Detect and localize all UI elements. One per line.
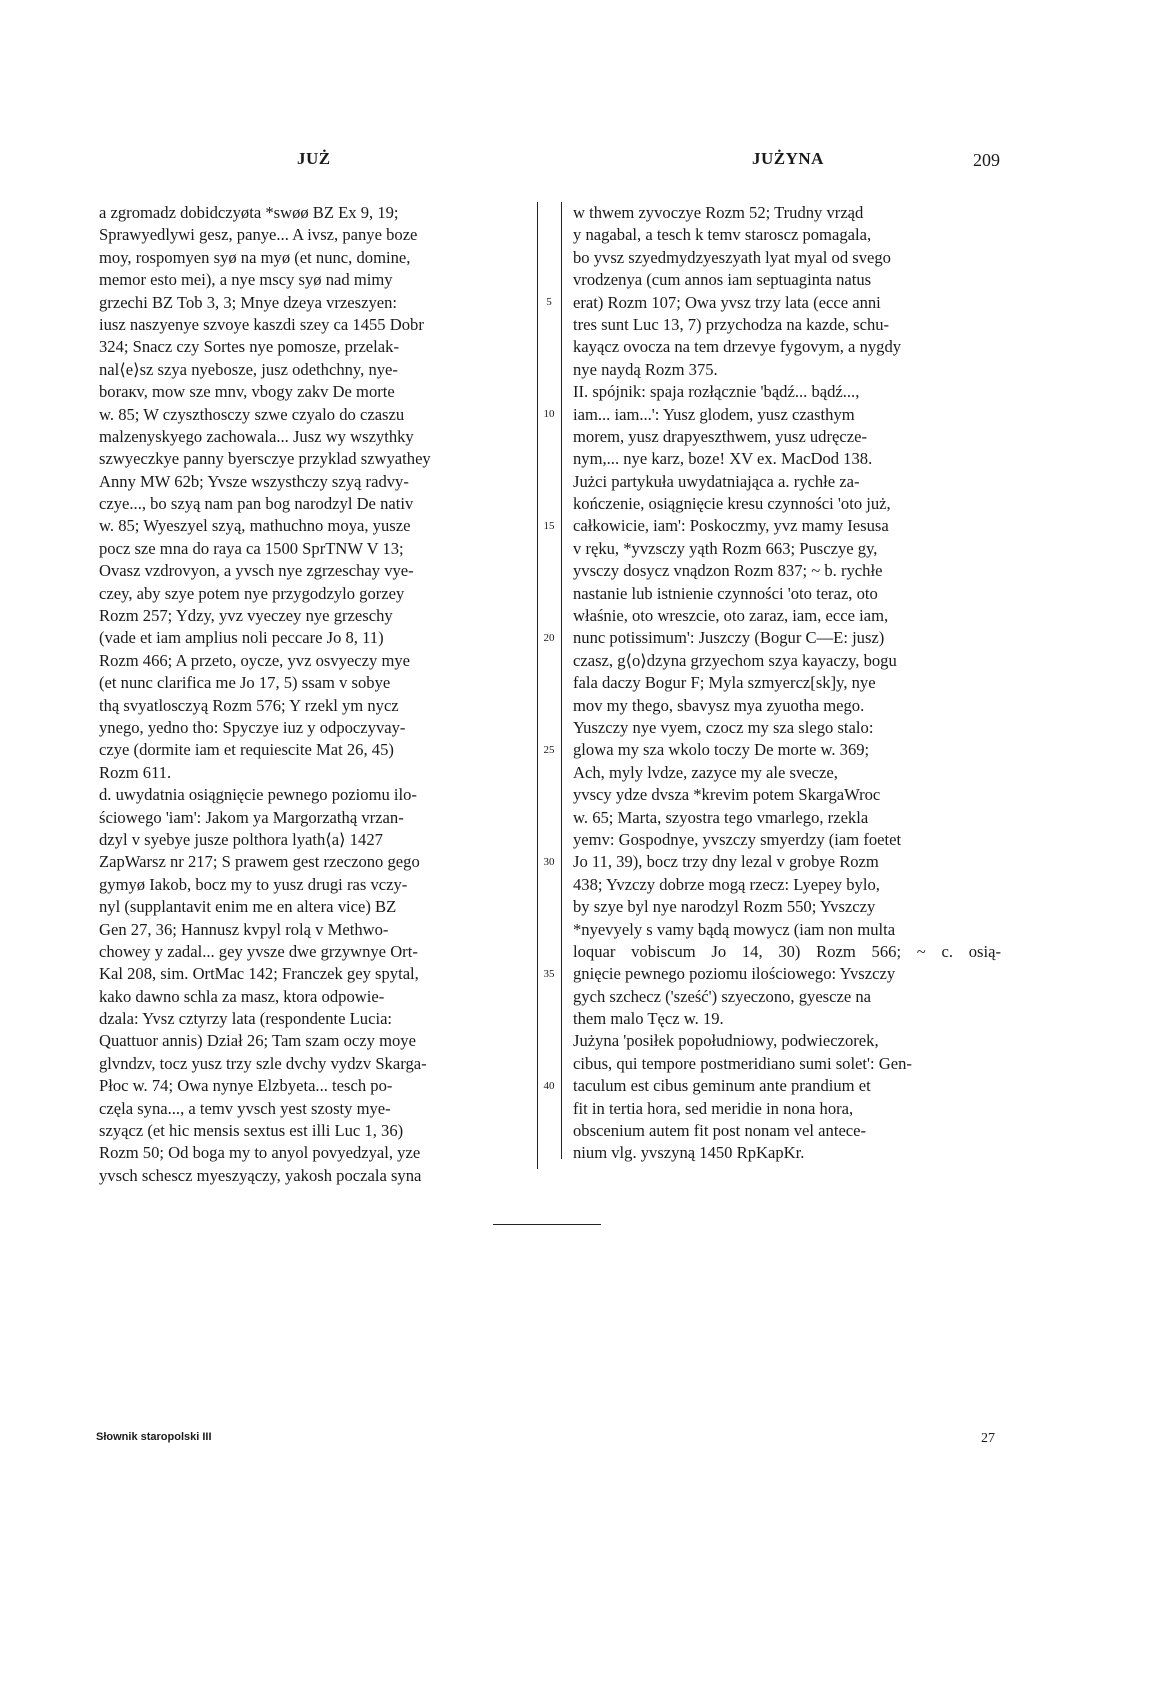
running-header-left: JUŻ: [297, 149, 331, 168]
text-line: boraкv, mow sze mnv, vbogy zakv De morte: [99, 382, 395, 402]
text-line: ściowego 'iam': Jakom ya Margorzathą vrzan-: [99, 807, 404, 827]
text-line: yvscy ydze dvsza *krevim potem SkargaWroc: [573, 785, 881, 805]
left-column: [99, 202, 526, 1187]
text-line: y nagabal, a tesch k temv starosсz pomagala,: [573, 225, 872, 245]
text-line: nyl (supplantavit enim me en altera vice) BZ: [99, 897, 397, 917]
text-line: malzenyskyego zachowala... Jusz wy wszythky: [99, 426, 414, 446]
text-line: gymyø Iakob, bocz my to yusz drugi ras vczy-: [99, 874, 408, 894]
text-line: a zgromadz dobidczyøta *swøø BZ Ex 9, 19;: [99, 203, 399, 222]
column-rule-right: [561, 202, 562, 1159]
text-line: dzyl v syebye jusze polthora lyath⟨a⟩ 1427: [99, 829, 383, 849]
text-line: kończenie, osiągnięcie kresu czynności 'oto już,: [573, 494, 891, 514]
text-line: całkowicie, iam': Poskoczmy, yvz mamy Iesusa: [573, 516, 889, 536]
text-line: chowey y zadal... gey yvsze dwe grzywnye Ort-: [99, 941, 418, 961]
text-line: Jużyna 'posiłek popołudniowy, podwieczorek,: [573, 1031, 879, 1051]
text-line: szyącz (et hic mensis sextus est illi Luc 1, 36): [99, 1121, 404, 1141]
text-line: Sprawyedlywi gesz, panye... A ivsz, panye boze: [99, 225, 418, 245]
text-line: gych szchecz ('sześć') szyeczono, gyescze na: [573, 986, 872, 1006]
text-line: czey, aby szye potem nye przygodzylo gorzey: [99, 583, 405, 603]
text-line: Quattuor annis) Dział 26; Tam szam oczy moye: [99, 1031, 416, 1051]
line-number: 25: [543, 743, 555, 756]
text-line: fit in tertia hora, sed meridie in nona hora,: [573, 1098, 854, 1118]
text-line: bo yvsz szyedmydzyeszyath lyat myal od svego: [573, 247, 891, 267]
running-header-right: JUŻYNA: [752, 149, 824, 168]
text-line: erat) Rozm 107; Owa yvsz trzy lata (ecce anni: [573, 292, 881, 312]
text-line: czye..., bo szyą nam pan bog narodzyl De nativ: [99, 494, 414, 514]
text-line: nal⟨e⟩sz szya nyebosze, jusz odethchny, nye-: [99, 359, 398, 379]
text-line: yvsczy dosycz vnądzon Rozm 837; ~ b. rychłe: [573, 561, 883, 581]
text-line: nunc potissimum': Juszczy (Bogur C—E: jusz): [573, 628, 885, 648]
footer-source-title: Słownik staropolski III: [96, 1431, 212, 1443]
text-line: pocz sze mna do raya ca 1500 SprTNW V 13;: [99, 538, 404, 558]
text-line: v ręku, *yvzsczy yąth Rozm 663; Pusczye gy,: [573, 538, 878, 558]
text-line: glvndzv, tocz yusz trzy szle dvchy vydzv Skarga-: [99, 1053, 427, 1073]
footer-sheet-number: 27: [981, 1431, 995, 1446]
text-line: II. spójnik: spaja rozłącznie 'bądź... bądź...,: [573, 382, 860, 402]
text-line: dzala: Yvsz cztyrzy lata (respondente Lucia:: [99, 1009, 393, 1029]
text-line: szwyeczkye panny byersczye przyklad szwyathey: [99, 449, 431, 469]
text-line: Gen 27, 36; Hannusz kvpyl rolą v Methwo-: [99, 919, 389, 939]
text-line: nye naydą Rozm 375.: [573, 359, 718, 379]
text-line: Yuszczy nye vyem, czocz my sza slego stalo:: [573, 717, 874, 737]
text-line: Rozm 611.: [99, 762, 172, 782]
line-number: 15: [543, 519, 555, 532]
text-line: w. 85; Wyeszyel szyą, mathuchno moya, yusze: [99, 516, 411, 536]
text-line: Jużci partykuła uwydatniająca a. rychłe za-: [573, 471, 860, 491]
text-line: Kal 208, sim. OrtMac 142; Franczek gey spytal,: [99, 964, 419, 984]
text-line: Anny MW 62b; Yvsze wszysthczy szyą radvy-: [99, 471, 409, 491]
text-line: fala daczy Bogur F; Myla szmyercz[sk]y, nye: [573, 673, 876, 693]
text-line: them malo Tęcz w. 19.: [573, 1009, 724, 1029]
text-line: 324; Snacz czy Sortes nye pomosze, przelak-: [99, 337, 399, 357]
line-number: 20: [543, 631, 555, 644]
text-line: Ach, myly lvdze, zazyce my ale svecze,: [573, 762, 838, 782]
right-column: [573, 202, 1001, 1165]
page-number: 209: [973, 150, 1000, 170]
text-line: taculum est cibus geminum ante prandium et: [573, 1076, 871, 1096]
line-number: 40: [543, 1079, 555, 1092]
text-line: mov my thego, sbavysz mya zyuotha mego.: [573, 695, 865, 715]
text-line: Ovasz vzdrovyon, a yvsch nye zgrzeschay vye-: [99, 561, 414, 581]
text-line: yvsch schescz myeszyączy, yakosh poczala syna: [99, 1165, 422, 1185]
text-line: nym,... nye karz, boze! XV ex. MacDod 138.: [573, 449, 873, 469]
text-line: *nyevyely s vamy bądą mowycz (iam non multa: [573, 919, 896, 939]
text-line: nastanie lub istnienie czynności 'oto teraz, oto: [573, 583, 878, 603]
text-line: by szye byl nye narodzyl Rozm 550; Yvszczy: [573, 897, 876, 917]
text-line: cibus, qui tempore postmeridiano sumi solet': Gen-: [573, 1053, 912, 1073]
text-line: glowa my sza wkolo toczy De morte w. 369;: [573, 740, 870, 760]
text-line: loquar vobiscum Jo 14, 30) Rozm 566; ~ c. osią-: [573, 941, 1001, 961]
line-number: 10: [543, 407, 555, 420]
text-line: Rozm 466; A przeto, oycze, yvz osvyeczy mye: [99, 650, 411, 670]
text-line: morem, yusz drapyeszthwem, yusz udręcze-: [573, 426, 867, 446]
column-rule-left: [537, 202, 538, 1169]
text-line: vrodzenya (cum annos iam septuaginta natus: [573, 270, 872, 290]
text-line: yemv: Gospodnye, yvszczy smyerdzy (iam foetet: [573, 829, 902, 849]
text-line: kako dawno schla za masz, ktora odpowie-: [99, 986, 385, 1006]
text-line: ynego, yedno tho: Spyczye iuz y odpoczyvay-: [99, 717, 406, 737]
text-line: iam... iam...': Yusz glodem, yusz czasthym: [573, 404, 855, 424]
text-line: thą svyatlosczyą Rozm 576; Y rzekl ym nycz: [99, 695, 399, 715]
line-number: 5: [546, 295, 552, 308]
text-line: właśnie, oto wreszcie, oto zaraz, iam, ecce iam,: [573, 606, 889, 626]
line-number: 35: [543, 967, 555, 980]
text-line: czye (dormite iam et requiescite Mat 26, 45): [99, 740, 394, 760]
text-line: Rozm 257; Ydzy, yvz vyeczey nye grzeschy: [99, 606, 393, 626]
text-line: grzechi BZ Tob 3, 3; Mnye dzeya vrzeszyen:: [99, 292, 398, 312]
text-line: kayącz ovocza na tem drzevye fygovym, a nygdy: [573, 337, 902, 357]
text-line: d. uwydatnia osiągnięcie pewnego poziomu ilo-: [99, 785, 417, 805]
text-line: 438; Yvzczy dobrze mogą rzecz: Lyepey bylo,: [573, 874, 880, 894]
text-line: w. 85; W czyszthosczy szwe czyalo do czaszu: [99, 404, 405, 424]
section-end-rule: [493, 1224, 601, 1225]
text-line: Rozm 50; Od boga my to anyol povyedzyal, yze: [99, 1143, 421, 1163]
text-line: (et nunc clarifica me Jo 17, 5) ssam v sobye: [99, 673, 391, 693]
text-line: Jo 11, 39), bocz trzy dny lezal v grobye Rozm: [573, 852, 879, 872]
text-line: iusz naszyenye szvoye kaszdi szey ca 1455 Dobr: [99, 314, 424, 334]
text-line: obscenium autem fit post nonam vel antece-: [573, 1121, 867, 1141]
text-line: (vade et iam amplius noli peccare Jo 8, 11): [99, 628, 384, 648]
text-line: moy, rospomyen syø na myø (et nunc, domine,: [99, 247, 411, 267]
text-line: Płoc w. 74; Owa nynye Elzbyeta... tesch po-: [99, 1076, 393, 1096]
text-line: tres sunt Luc 13, 7) przychodza na kazde, schu-: [573, 314, 890, 334]
text-line: częla syna..., a temv yvsch yest szosty mye-: [99, 1098, 391, 1118]
text-line: gnięcie pewnego poziomu ilościowego: Yvszczy: [573, 964, 896, 984]
text-line: czasz, g⟨o⟩dzyna grzyechom szya kayaczy, bogu: [573, 650, 897, 670]
text-line: w thwem zyvoczye Rozm 52; Trudny vrząd: [573, 203, 864, 222]
text-line: w. 65; Marta, szyostra tego vmarlego, rzekla: [573, 807, 869, 827]
text-line: nium vlg. yvszyną 1450 RpKapKr.: [573, 1143, 805, 1163]
text-line: ZapWarsz nr 217; S prawem gest rzeczono gego: [99, 852, 420, 872]
line-number: 30: [543, 855, 555, 868]
text-line: memor esto mei), a nye mscy syø nad mimy: [99, 270, 393, 290]
